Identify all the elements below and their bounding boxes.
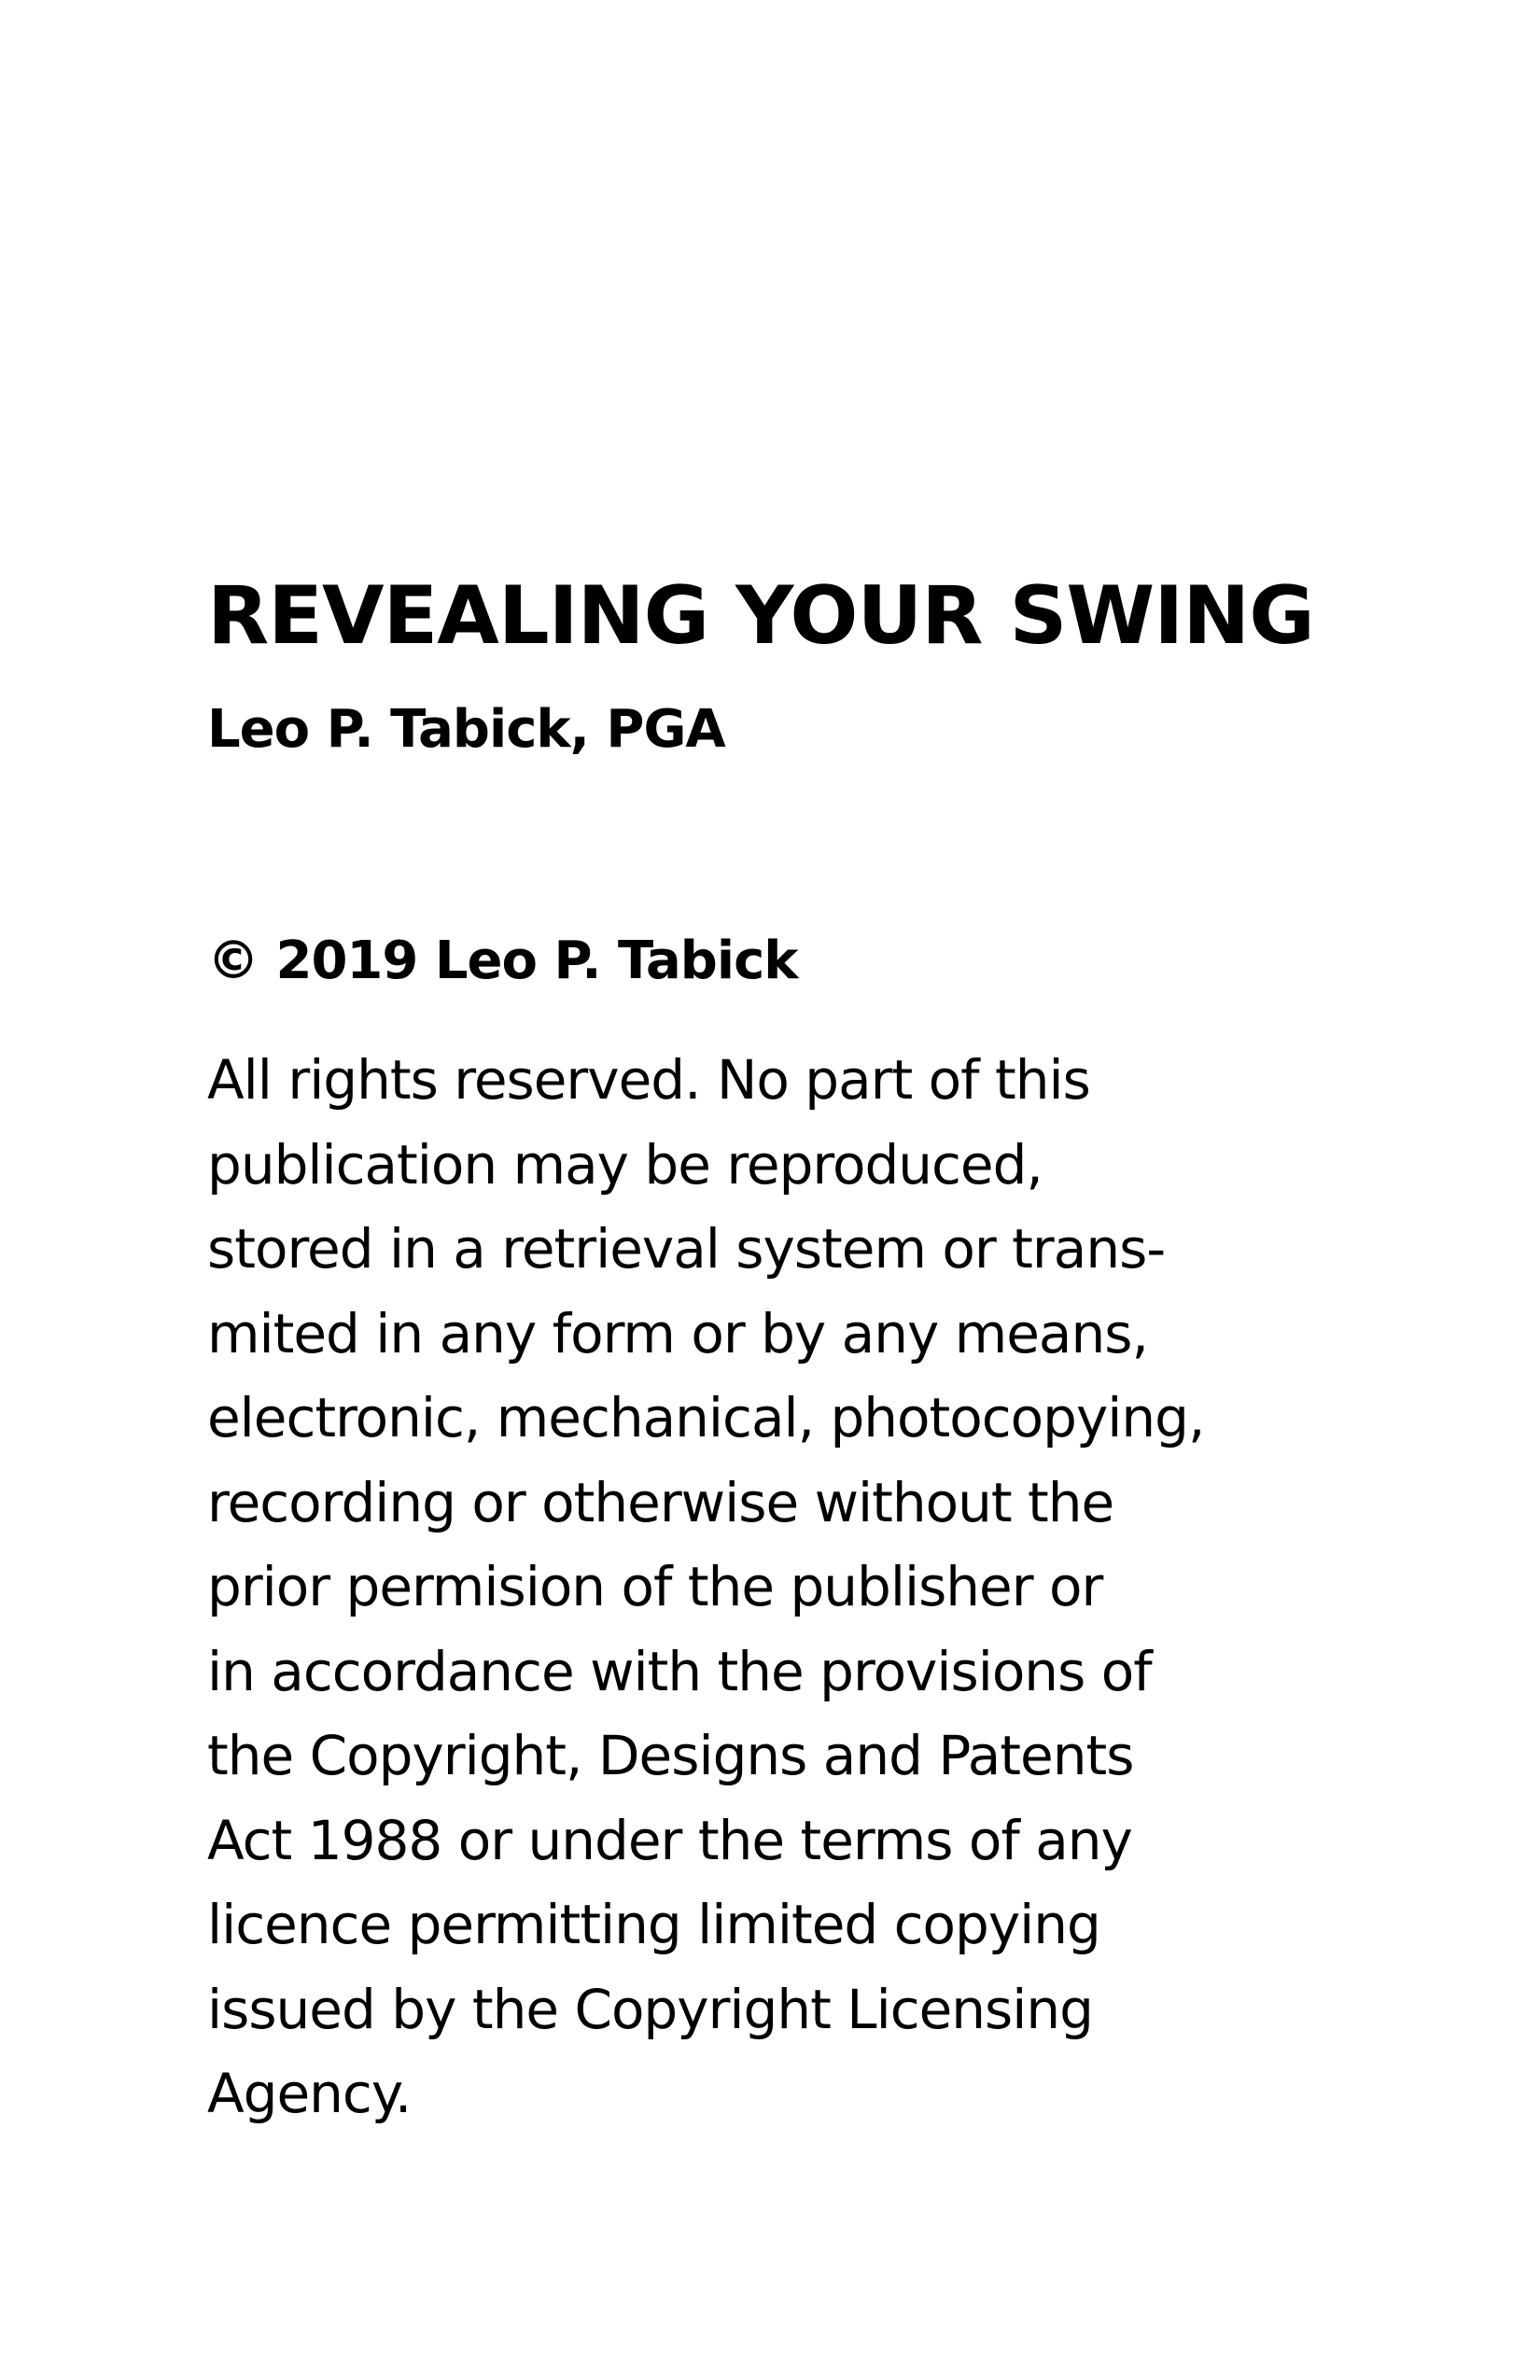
rights-line: Act 1988 or under the terms of any bbox=[207, 1808, 1132, 1872]
rights-line: recording or otherwise without the bbox=[207, 1470, 1114, 1534]
rights-line: mited in any form or by any means, bbox=[207, 1301, 1148, 1365]
rights-line: All rights reserved. No part of this bbox=[207, 1048, 1090, 1112]
rights-line: in accordance with the provisions of bbox=[207, 1639, 1152, 1703]
copyright-notice: © 2019 Leo P. Tabick bbox=[207, 931, 798, 991]
rights-line: stored in a retrieval system or trans- bbox=[207, 1217, 1166, 1281]
rights-line: electronic, mechanical, photocopying, bbox=[207, 1386, 1205, 1449]
rights-line: issued by the Copyright Licensing bbox=[207, 1977, 1093, 2041]
page-content bbox=[207, 560, 1383, 2136]
rights-line: Agency. bbox=[207, 2062, 412, 2125]
rights-line: licence permitting limited copying bbox=[207, 1893, 1100, 1956]
rights-line: publication may be reproduced, bbox=[207, 1132, 1043, 1197]
rights-line: the Copyright, Designs and Patents bbox=[207, 1724, 1134, 1787]
book-author: Leo P. Tabick, PGA bbox=[207, 699, 725, 760]
rights-line: prior permision of the publisher or bbox=[207, 1555, 1103, 1618]
rights-statement bbox=[207, 1038, 1383, 2136]
book-title: REVEALING YOUR SWING bbox=[207, 569, 1314, 663]
